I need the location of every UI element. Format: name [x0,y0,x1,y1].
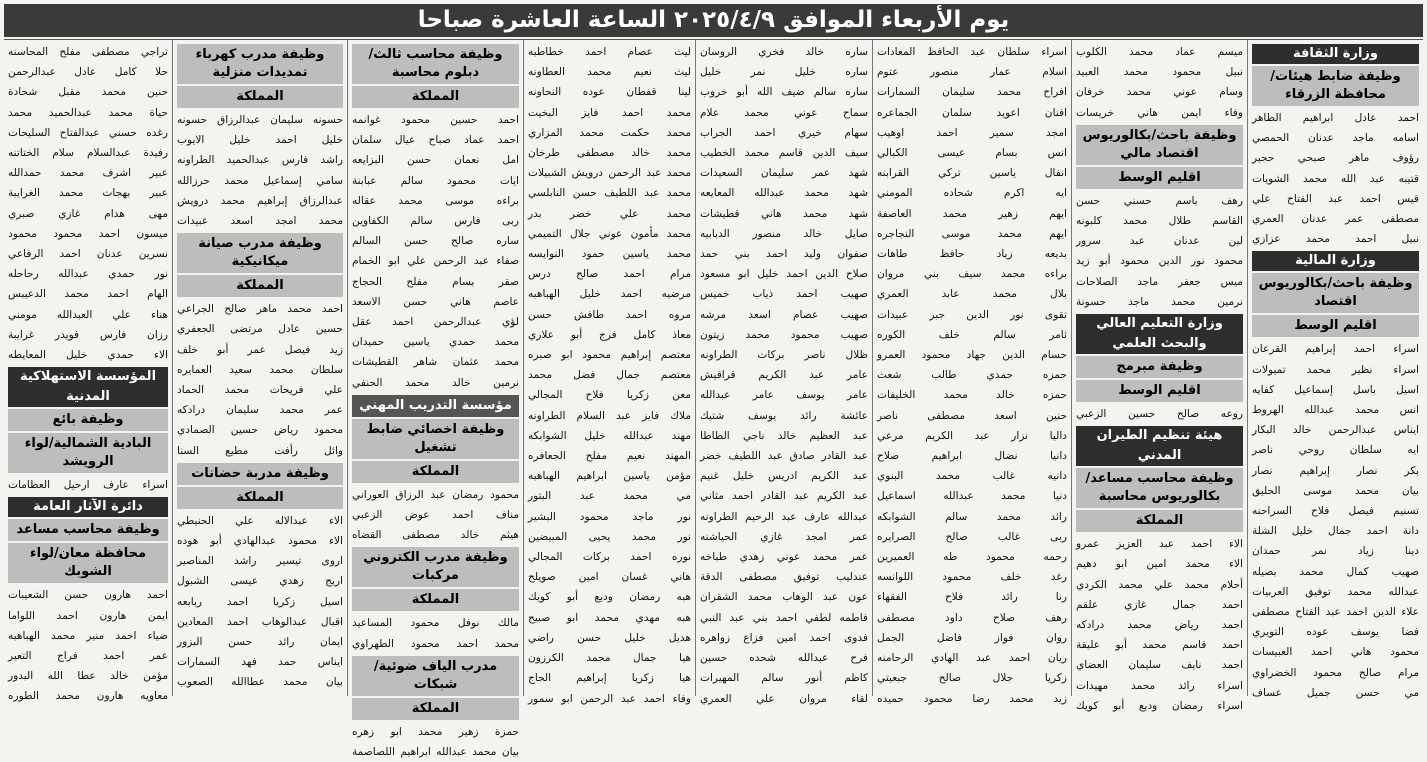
candidate-name: محمد حمدي ياسين حميدان [352,336,519,349]
candidate-name: شهد محمد هاني قطيشات [700,207,868,220]
candidate-name: محمد مأمون عوني جلال التميمي [528,227,691,240]
candidate-name: دانة احمد جمال خليل الشلة [1252,525,1419,538]
candidate-name: لينا قفطان عوده النحاونه [528,86,691,99]
candidate-name: اسراء نظير محمد تميولات [1252,363,1419,376]
candidate-name: هديل خليل حسن راضي [528,631,691,644]
candidate-name: مناف احمد عوض الزعبي [352,509,519,522]
candidate-name: نرمين خالد محمد الحنفي [352,376,519,389]
candidate-name: حياة محمد عبدالحميد محمد [8,106,168,119]
candidate-name: ربى غالب صالح الصرايره [877,530,1067,543]
candidate-name: الاء محمد امين ابو دهيم [1076,558,1243,571]
candidate-name: ضياء احمد منير محمد الهباهبه [8,629,168,642]
candidate-name: صهيب كمال محمد بصيله [1252,565,1419,578]
candidate-name: مالك نوفل محمود المساعيد [352,617,519,630]
candidate-name: صايل خالد منصور الدبابيه [700,227,868,240]
candidate-name: صهيب عصام اسعد مرشه [700,308,868,321]
candidate-name: ساره صالح حسن السالم [352,235,519,248]
candidate-name: معتصم جمال فضل محمد [528,369,691,382]
candidate-name: حنين اسعد مصطفى ناصر [877,409,1067,422]
job-title-box: وظيفة محاسب مساعد/بكالوريوس محاسبة [1076,468,1243,508]
candidate-name: حلا كامل عادل عبدالرحمن [8,66,168,79]
candidate-name: ايمن هارون احمد اللواما [8,609,168,622]
candidate-name: اسراء عارف ارحيل العظامات [8,479,168,492]
candidate-name: رؤوف ماهر صبحي حجير [1252,152,1419,165]
candidate-name: محمد عبد اللطيف حسن النابلسي [528,187,691,200]
candidate-name: هيثم خالد مصطفى القضاه [352,529,519,542]
column-6 [347,40,523,759]
candidate-name: عبدالله محمد توفيق العربيات [1252,585,1419,598]
candidate-name: صقر بسام مفلح الحجاج [352,275,519,288]
candidate-name: روعه صالح حسين الزعبي [1076,408,1243,421]
candidate-name: اريج زهدي عيسى الشبول [177,575,343,588]
candidate-name: فدوى احمد امين فزاع زواهره [700,631,868,644]
section-header: وزارة التعليم العالي والبحث العلمي [1076,314,1243,354]
candidate-name: ليث عصام احمد خطاطبه [528,46,691,58]
candidate-name: اسراء سلطان عبد الحافظ المعادات [877,46,1067,58]
candidate-name: محمد امجد اسعد عبيدات [177,215,343,228]
candidate-name: حسين عادل مرتضى الجعفري [177,323,343,336]
candidate-name: زيد فيصل عمر أبو خلف [177,343,343,356]
candidate-name: محمود رياض حسين الصمادي [177,424,343,437]
candidate-name: ايه سلطان روحي ناصر [1252,444,1419,457]
candidate-name: مهى هدام غازي صبري [8,207,168,220]
candidate-name: ريان احمد عبد الهادي الرحامنه [877,652,1067,665]
candidate-name: رهف باسم حسني حسن [1076,194,1243,207]
candidate-name: انس محمد عبدالله الهروط [1252,404,1419,417]
job-title-box: وظيفة مدرب الكتروني مركبات [352,547,519,587]
section-header: هيئة تنظيم الطيران المدني [1076,426,1243,466]
candidate-name: عمر احمد فراج التعير [8,650,168,663]
candidate-name: ايهم محمد موسى النجاجره [877,227,1067,240]
candidate-name: خليل احمد خليل الايوب [177,134,343,147]
candidate-name: احمد عماد صباح عيال سلمان [352,134,519,147]
candidate-name: حسونه سليمان عبدالرزاق حسونه [177,114,343,126]
candidate-name: هبه رمضان وديع أبو كويك [528,591,691,604]
candidate-name: نسرين عدنان احمد الرفاعي [8,248,168,261]
candidate-name: نور حمدي عبدالله رحاحله [8,268,168,281]
job-title-box: اقليم الوسط [1252,315,1419,337]
candidate-name: عبدالرزاق إبراهيم محمد درويش [177,194,343,207]
candidate-name: ميسون احمد محمود محمود [8,227,168,240]
candidate-name: رائد محمد سالم الشوابكه [877,510,1067,523]
candidate-name: ايناس عبدالرحمن خالد البكار [1252,424,1419,437]
candidate-name: احمد محمد ماهر صالح الجراعي [177,303,343,316]
column-5 [523,40,695,705]
column-1 [1247,40,1423,699]
candidate-name: محمد عبد الرحمن درويش الشبيلات [528,167,691,180]
candidate-name: رغده حسني عبدالفتاح السليحات [8,126,168,139]
candidate-name: نوره احمد بركات المجالي [528,551,691,564]
job-title-box: اقليم الوسط [1076,167,1243,189]
candidate-name: لؤي عبدالرحمن احمد عقل [352,316,519,329]
candidate-name: معاويه هارون محمد الطوره [8,690,168,703]
candidate-name: مهند عبدالله خليل الشوابكه [528,429,691,442]
candidate-name: حنين محمد مقبل شحادة [8,86,168,99]
candidate-name: فاطمه لطفي احمد بني عبد النبي [700,611,868,624]
candidate-name: اسراء رمضان وديع أبو كويك [1076,699,1243,712]
section-header: مؤسسة التدريب المهني [352,395,519,417]
candidate-name: معاذ كامل فرج أبو علاري [528,328,691,341]
column-8 [4,40,172,703]
candidate-name: رفيدة عبدالسلام سلام الختاتنه [8,147,168,160]
candidate-name: محمود هاني احمد العبيسات [1252,646,1419,659]
candidate-name: نبيل محمود محمد العبيد [1076,66,1243,79]
candidate-name: اسلام عمار منصور عتوم [877,66,1067,79]
candidate-name: رحمه محمود طه العميرين [877,551,1067,564]
candidate-name: ايه اكرم شحاده المومني [877,187,1067,200]
candidate-name: هبه مهدي محمد ابو صبيح [528,611,691,624]
candidate-name: عمر امجد غازي الحياشنه [700,530,868,543]
candidate-name: ثامر سالم خلف الكوره [877,328,1067,341]
candidate-name: مي حسن جميل عساف [1252,686,1419,699]
candidate-name: عون عبد الوهاب محمد الشقران [700,591,868,604]
candidate-name: رزان فارس فويدر غرايبة [8,328,168,341]
candidate-name: سهام خيري احمد الجراب [700,126,868,139]
candidate-name: داليا نزار عبد الكريم مرعي [877,429,1067,442]
candidate-name: صفاء عبد الرحمن علي ابو الخمام [352,255,519,268]
column-3 [872,40,1071,705]
column-7 [172,40,347,696]
candidate-name: شهد عمر سليمان السعيدات [700,167,868,180]
candidate-name: احمد عادل ابراهيم الطاهر [1252,112,1419,124]
candidate-name: محمود نور الدين محمود أبو زيد [1076,255,1243,268]
candidate-name: الاء عبدالاله علي الحنيطي [177,514,343,527]
candidate-name: مصطفى عمر عدنان العمري [1252,213,1419,226]
candidate-name: نبيل احمد محمد عزازي [1252,233,1419,246]
candidate-name: احمد رياض محمد درادكه [1076,619,1243,632]
candidate-name: تسنيم فيصل فلاح السراحنه [1252,505,1419,518]
candidate-name: هيا جمال محمد الكرزون [528,652,691,665]
candidate-name: ربى فارس سالم الكفاوين [352,215,519,228]
candidate-name: احمد جمال غازي علقم [1076,598,1243,611]
job-title-box: وظيفة اخصائي ضابط تشغيل [352,419,519,459]
candidate-name: عائشة رائد يوسف شتيك [700,409,868,422]
candidate-name: وائل رأفت مطيع السنا [177,444,343,457]
candidate-name: عامر عبد الكريم قراقيش [700,369,868,382]
candidate-name: زيد محمد رضا محمود حميده [877,692,1067,705]
candidate-name: رغد خلف محمود اللوانسه [877,571,1067,584]
candidate-name: مرضيه احمد خليل الهباهبه [528,288,691,301]
candidate-name: زكريا جلال صالح جبعيتي [877,672,1067,685]
job-title-box: المملكة [177,275,343,297]
candidate-name: هيا زكريا إبراهيم الحاج [528,672,691,685]
candidate-name: مؤمن خالد عطا الله البدور [8,670,168,683]
candidate-name: انس بسام عيسى الكبالي [877,147,1067,160]
candidate-name: دنيا محمد عبدالله اسماعيل [877,490,1067,503]
candidate-name: مؤمن ياسين ابراهيم الهباهبه [528,470,691,483]
job-title-box: مدرب الياف ضوئية/شبكات [352,656,519,696]
job-title-box: المملكة [352,461,519,483]
page-title: يوم الأربعاء الموافق ٢٠٢٥/٤/٩ الساعة العاشرة صباحا [4,4,1423,37]
job-title-box: المملكة [1076,510,1243,532]
candidate-name: معتصم إبراهيم محمود ابو صبره [528,349,691,362]
candidate-name: اسيل زكريا احمد ربابعه [177,595,343,608]
job-title-box: وظيفة باحث/بكالوريوس اقتصاد [1252,273,1419,313]
candidate-name: احمد نايف سليمان العضاي [1076,659,1243,672]
candidate-name: رنا رائد فلاح الفقهاء [877,591,1067,604]
candidate-name: احمد حسين محمود غوانمه [352,114,519,126]
candidate-name: احمد قاسم محمد أبو عليقة [1076,639,1243,652]
candidate-name: محمد عثمان شاهر القطيشات [352,356,519,369]
candidate-name: محمود رمضان عبد الرزاق العوراني [352,488,519,501]
candidate-name: وفاء احمد عبد الرحمن ابو سمور [528,692,691,705]
candidate-name: صفوان وليد احمد بني حمد [700,248,868,261]
job-title-box: المملكة [352,86,519,108]
candidate-name: المهند نعيم مفلح الجعافره [528,450,691,463]
candidate-name: ميس جعفر ماجد الصلاحات [1076,275,1243,288]
candidate-name: وفاء ايمن هاني خريسات [1076,106,1243,119]
job-title-box: وظيفة مبرمج [1076,356,1243,378]
job-title-box: محافظة معان/لواء الشوبك [8,543,168,583]
candidate-name: الاء حمدي خليل المعايطه [8,349,168,362]
candidate-name: اروى تيسير راشد المناصير [177,555,343,568]
job-title-box: المملكة [352,698,519,720]
candidate-name: سامي إسماعيل محمد حرزالله [177,174,343,187]
candidate-name: علي فريحات محمد الحماد [177,384,343,397]
candidate-name: معن زكريا فلاح المجالي [528,389,691,402]
job-title-box: وظيفة باحث/بكالوريوس اقتصاد مالي [1076,125,1243,165]
job-title-box: وظيفة مدرب كهرباء تمديدات منزلية [177,44,343,84]
candidate-name: عبير بهجات محمد الغرايبة [8,187,168,200]
candidate-name: سماح عوني محمد علام [700,106,868,119]
job-title-box: اقليم الوسط [1076,380,1243,402]
candidate-name: هناء علي العبدالله مومني [8,308,168,321]
candidate-name: عبد الكريم عبد القادر احمد مثاني [700,490,868,503]
candidate-name: ليث نعيم محمد العطاونه [528,66,691,79]
candidate-name: شهد محمد عبدالله المعايعه [700,187,868,200]
candidate-name: علاء الدين احمد عبد الفتاح مصطفى [1252,606,1419,619]
candidate-name: اقبال عبدالوهاب احمد المعادين [177,615,343,628]
candidate-name: قتيبه عبد الله محمد الشويات [1252,172,1419,185]
candidate-name: عامر يوسف عامر عبدالله [700,389,868,402]
job-title-box: وظيفة بائع [8,409,168,431]
candidate-name: الهام احمد محمد الدعيبس [8,288,168,301]
candidate-name: ايمان رائد حسن البزور [177,636,343,649]
candidate-name: نور محمد يحيى المبيضين [528,530,691,543]
candidate-name: محمد ياسين حمود النوايسه [528,248,691,261]
candidate-name: عبد الكريم ادريس خليل غنيم [700,470,868,483]
candidate-name: عاصم هاني حسن الاسعد [352,295,519,308]
candidate-name: احمد هارون حسن الشعيبات [8,589,168,602]
section-header: وزارة المالية [1252,251,1419,271]
job-title-box: البادية الشمالية/لواء الرويشد [8,433,168,473]
candidate-name: حمزة زهير محمد ابو زهره [352,725,519,738]
candidate-name: ميسم عماد محمد الكلوب [1076,46,1243,58]
candidate-name: روان فواز فاضل الجمل [877,631,1067,644]
candidate-name: عمر محمد سليمان درادكه [177,404,343,417]
candidate-name: أحلام محمد علي محمد الكردي [1076,578,1243,591]
candidate-name: تقوى نور الدين جبر عبيدات [877,308,1067,321]
candidate-name: اسامه ماجد عدنان الحمصي [1252,132,1419,145]
candidate-name: اسراء رائد محمد مهيدات [1076,679,1243,692]
candidate-name: ملاك فايز عبد السلام الطراونه [528,409,691,422]
candidate-name: لين عدنان عبد سرور [1076,235,1243,248]
column-2 [1071,40,1247,712]
candidate-name: انفال ياسين تركي القرابنه [877,167,1067,180]
section-header: دائرة الآثار العامة [8,497,168,517]
candidate-name: نور ماجد محمود البشير [528,510,691,523]
candidate-name: ايناس حمد فهد السمارات [177,656,343,669]
candidate-name: محمد خالد مصطفى طرخان [528,147,691,160]
candidate-name: ايات محمود سالم عبابنة [352,174,519,187]
job-title-box: المملكة [177,86,343,108]
job-title-box: وظيفة محاسب مساعد [8,519,168,541]
job-title-box: وظيفة ضابط هيئات/محافظة الزرقاء [1252,66,1419,106]
candidate-name: صهيب محمود محمد زيتون [700,328,868,341]
candidate-name: حمزه حمدي طالب شعث [877,369,1067,382]
candidate-name: عندليب توفيق مصطفى الدقة [700,571,868,584]
candidate-name: بلال محمد عابد العمري [877,288,1067,301]
candidate-name: كاظم أنور سالم المهيرات [700,672,868,685]
candidate-name: فضا يوسف عوده التويري [1252,626,1419,639]
candidate-name: محمد احمد محمود الطهراوي [352,637,519,650]
candidate-name: عمر محمد عوني زهدي طباخه [700,551,868,564]
candidate-name: دينا زياد نمر حمدان [1252,545,1419,558]
job-title-box: المملكة [177,487,343,509]
candidate-name: راشد فارس عبدالحميد الطراونه [177,154,343,167]
candidate-name: عبير اشرف محمد حمدالله [8,167,168,180]
candidate-name: سيف الدين قاسم محمد الخطيب [700,147,868,160]
candidate-name: محمد احمد فايز البخيت [528,106,691,119]
candidate-name: دانيا نضال ابراهيم صلاح [877,450,1067,463]
candidate-name: ايهم زهير محمد العاصفة [877,207,1067,220]
job-title-box: وظيفة محاسب ثالث/دبلوم محاسبة [352,44,519,84]
candidate-name: وسام عوني محمد خرفان [1076,86,1243,99]
candidate-name: امجد سمير احمد اوهيب [877,126,1067,139]
section-header: المؤسسة الاستهلاكية المدنية [8,367,168,407]
candidate-name: براءه موسى محمد عقاله [352,194,519,207]
candidate-name: بيان محمد عطاالله الصعوب [177,676,343,689]
candidate-name: محمد علي خضر بدر [528,207,691,220]
candidate-name: لقاء مروان علي العمري [700,692,868,705]
column-4 [695,40,872,705]
candidate-name: صلاح الدين احمد خليل ابو مسعود [700,268,868,281]
candidate-name: عبدالله عارف عبد الرحيم الطراونه [700,510,868,523]
candidate-name: رهف صلاح داود مصطفى [877,611,1067,624]
candidate-name: سلطان محمد سعيد العمايره [177,363,343,376]
candidate-name: حمزه خالد محمد الخليفات [877,389,1067,402]
candidate-name: مرام احمد صالح درس [528,268,691,281]
candidate-name: براءه محمد سيف بني مروان [877,268,1067,281]
candidate-name: اسراء احمد إبراهيم القرعان [1252,343,1419,356]
candidate-name: دانيه غالب محمد البنوي [877,470,1067,483]
columns-container [4,39,1423,759]
candidate-name: بيان محمد عبدالله ابراهيم اللصاصمة [352,746,519,759]
candidate-name: افنان اعويد سلمان الجماعره [877,106,1067,119]
candidate-name: عبد العظيم خالد ناجي الطاطا [700,429,868,442]
candidate-name: بيان محمد موسى الحليق [1252,484,1419,497]
candidate-name: ساره سالم ضيف الله أبو خروب [700,86,868,99]
section-header: وزارة الثقافة [1252,44,1419,64]
job-title-box: وظيفة مدربة حضانات [177,463,343,485]
candidate-name: مي محمد عبد البتور [528,490,691,503]
job-title-box: وظيفة مدرب صيانة ميكانيكية [177,233,343,273]
candidate-name: القاسم طلال محمد كلبونه [1076,215,1243,228]
candidate-name: هاني غسان امين صويلح [528,571,691,584]
candidate-name: صهيب احمد ذياب خميس [700,288,868,301]
candidate-name: بكر نصار إبراهيم نصار [1252,464,1419,477]
candidate-name: ظلال ناصر بركات الطراونه [700,349,868,362]
candidate-name: مروه احمد طافش حسن [528,308,691,321]
candidate-name: امل نعمان حسن البزايعه [352,154,519,167]
candidate-name: افراح محمد سليمان السمارات [877,86,1067,99]
candidate-name: اسيل باسل إسماعيل كفايه [1252,383,1419,396]
candidate-name: ساره خليل نمر خليل [700,66,868,79]
candidate-name: فرح عبدالله شحده حسين [700,652,868,665]
candidate-name: محمد حكمت محمد المزاري [528,126,691,139]
candidate-name: الاء محمود عبدالهادي أبو هوده [177,535,343,548]
candidate-name: بديعه زياد حافظ طاهات [877,248,1067,261]
candidate-name: تراجي مصطفى مفلح المحاسنه [8,46,168,58]
candidate-name: ساره خالد فخري الروسان [700,46,868,58]
candidate-name: نرمين محمد ماجد حسونة [1076,295,1243,308]
candidate-name: مرام صالح محمود الخضراوي [1252,666,1419,679]
candidate-name: عبد القادر صادق عبد اللطيف خضر [700,450,868,463]
candidate-name: الاء احمد عبد العزيز عمرو [1076,538,1243,551]
job-title-box: المملكة [352,589,519,611]
candidate-name: حسام الدين جهاد محمود العمرو [877,349,1067,362]
candidate-name: قيس احمد عبد الفتاح علي [1252,192,1419,205]
